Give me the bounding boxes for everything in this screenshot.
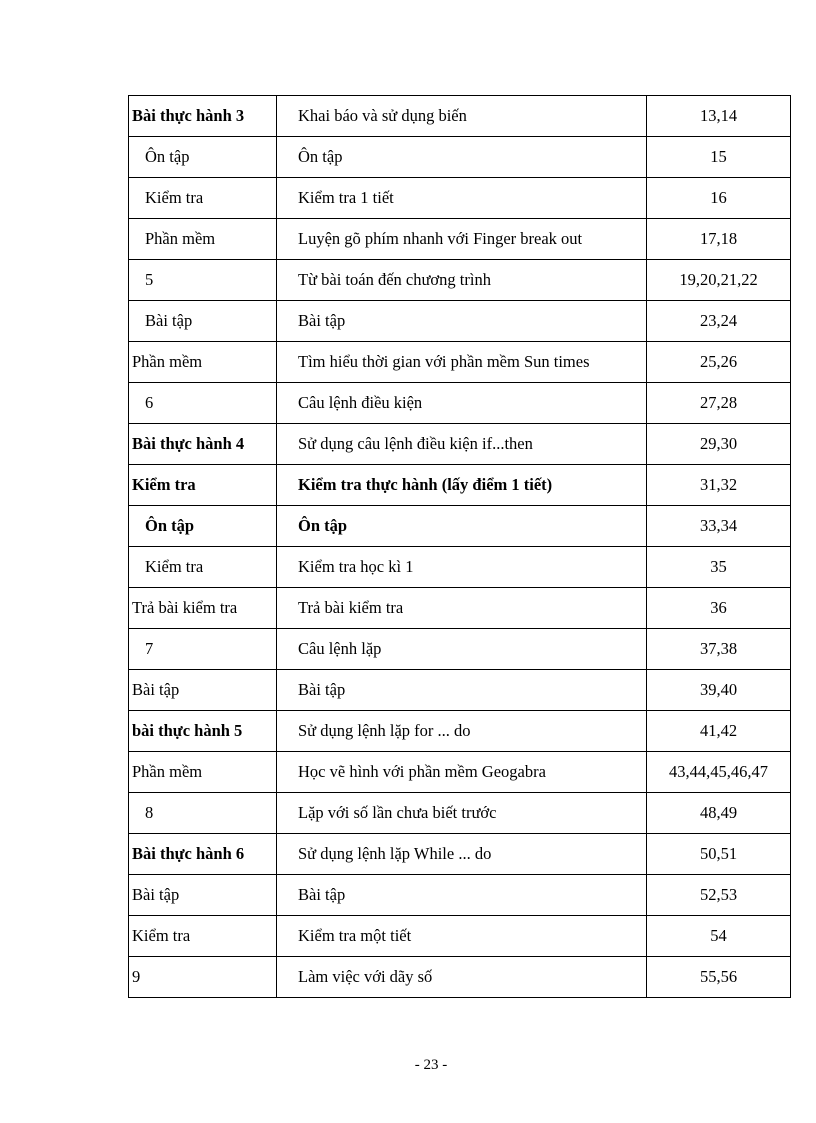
periods-cell: 31,32 (647, 465, 791, 506)
periods-cell: 43,44,45,46,47 (647, 752, 791, 793)
periods-cell: 54 (647, 916, 791, 957)
topic-cell: Bài tập (277, 670, 647, 711)
periods-cell: 41,42 (647, 711, 791, 752)
periods-cell: 13,14 (647, 96, 791, 137)
table-row (129, 137, 791, 178)
lesson-cell: Bài thực hành 4 (129, 424, 277, 465)
topic-cell: Lặp với số lần chưa biết trước (277, 793, 647, 834)
periods-cell: 36 (647, 588, 791, 629)
topic-cell: Khai báo và sử dụng biến (277, 96, 647, 137)
lesson-cell: Bài thực hành 3 (129, 96, 277, 137)
periods-cell: 39,40 (647, 670, 791, 711)
table-row (129, 670, 791, 711)
periods-cell: 33,34 (647, 506, 791, 547)
lesson-cell: Kiểm tra (129, 178, 277, 219)
table-row (129, 260, 791, 301)
lesson-cell: 8 (129, 793, 277, 834)
table-row (129, 875, 791, 916)
lesson-cell: Phần mềm (129, 752, 277, 793)
topic-cell: Sử dụng lệnh lặp for ... do (277, 711, 647, 752)
lesson-cell: Ôn tập (129, 506, 277, 547)
table-row (129, 219, 791, 260)
table-row (129, 342, 791, 383)
table-row (129, 711, 791, 752)
topic-cell: Học vẽ hình với phần mềm Geogabra (277, 752, 647, 793)
lesson-cell: Phần mềm (129, 342, 277, 383)
table-row (129, 629, 791, 670)
periods-cell: 37,38 (647, 629, 791, 670)
lesson-cell: bài thực hành 5 (129, 711, 277, 752)
page-number: - 23 - (414, 1057, 448, 1073)
topic-cell: Sử dụng lệnh lặp While ... do (277, 834, 647, 875)
lesson-cell: Ôn tập (129, 137, 277, 178)
topic-cell: Kiểm tra học kì 1 (277, 547, 647, 588)
topic-cell: Câu lệnh điều kiện (277, 383, 647, 424)
periods-cell: 48,49 (647, 793, 791, 834)
topic-cell: Kiểm tra thực hành (lấy điểm 1 tiết) (277, 465, 647, 506)
table-row (129, 793, 791, 834)
lesson-cell: Bài thực hành 6 (129, 834, 277, 875)
lesson-cell: Kiểm tra (129, 547, 277, 588)
table-row (129, 506, 791, 547)
periods-cell: 35 (647, 547, 791, 588)
periods-cell: 50,51 (647, 834, 791, 875)
periods-cell: 27,28 (647, 383, 791, 424)
table-row (129, 301, 791, 342)
lesson-cell: 9 (129, 957, 277, 998)
topic-cell: Sử dụng câu lệnh điều kiện if...then (277, 424, 647, 465)
periods-cell: 17,18 (647, 219, 791, 260)
topic-cell: Câu lệnh lặp (277, 629, 647, 670)
topic-cell: Tìm hiểu thời gian với phần mềm Sun times (277, 342, 647, 383)
lesson-cell: 5 (129, 260, 277, 301)
topic-cell: Bài tập (277, 875, 647, 916)
topic-cell: Luyện gõ phím nhanh với Finger break out (277, 219, 647, 260)
table-row (129, 465, 791, 506)
periods-cell: 55,56 (647, 957, 791, 998)
lesson-cell: Trả bài kiểm tra (129, 588, 277, 629)
periods-cell: 52,53 (647, 875, 791, 916)
table-row (129, 834, 791, 875)
table-row (129, 752, 791, 793)
lesson-cell: Phần mềm (129, 219, 277, 260)
lesson-cell: Bài tập (129, 301, 277, 342)
topic-cell: Ôn tập (277, 137, 647, 178)
periods-cell: 16 (647, 178, 791, 219)
periods-cell: 19,20,21,22 (647, 260, 791, 301)
table-row (129, 916, 791, 957)
table-row (129, 588, 791, 629)
table-row (129, 957, 791, 998)
syllabus-table (128, 95, 791, 998)
periods-cell: 29,30 (647, 424, 791, 465)
periods-cell: 23,24 (647, 301, 791, 342)
lesson-cell: Kiểm tra (129, 465, 277, 506)
topic-cell: Từ bài toán đến chương trình (277, 260, 647, 301)
table-row (129, 547, 791, 588)
topic-cell: Làm việc với dãy số (277, 957, 647, 998)
topic-cell: Kiểm tra 1 tiết (277, 178, 647, 219)
table-row (129, 96, 791, 137)
table-row (129, 178, 791, 219)
lesson-cell: Bài tập (129, 875, 277, 916)
topic-cell: Trả bài kiểm tra (277, 588, 647, 629)
lesson-cell: 6 (129, 383, 277, 424)
lesson-cell: Bài tập (129, 670, 277, 711)
lesson-cell: 7 (129, 629, 277, 670)
table-row (129, 424, 791, 465)
periods-cell: 25,26 (647, 342, 791, 383)
topic-cell: Bài tập (277, 301, 647, 342)
lesson-cell: Kiểm tra (129, 916, 277, 957)
topic-cell: Ôn tập (277, 506, 647, 547)
topic-cell: Kiểm tra một tiết (277, 916, 647, 957)
periods-cell: 15 (647, 137, 791, 178)
table-row (129, 383, 791, 424)
